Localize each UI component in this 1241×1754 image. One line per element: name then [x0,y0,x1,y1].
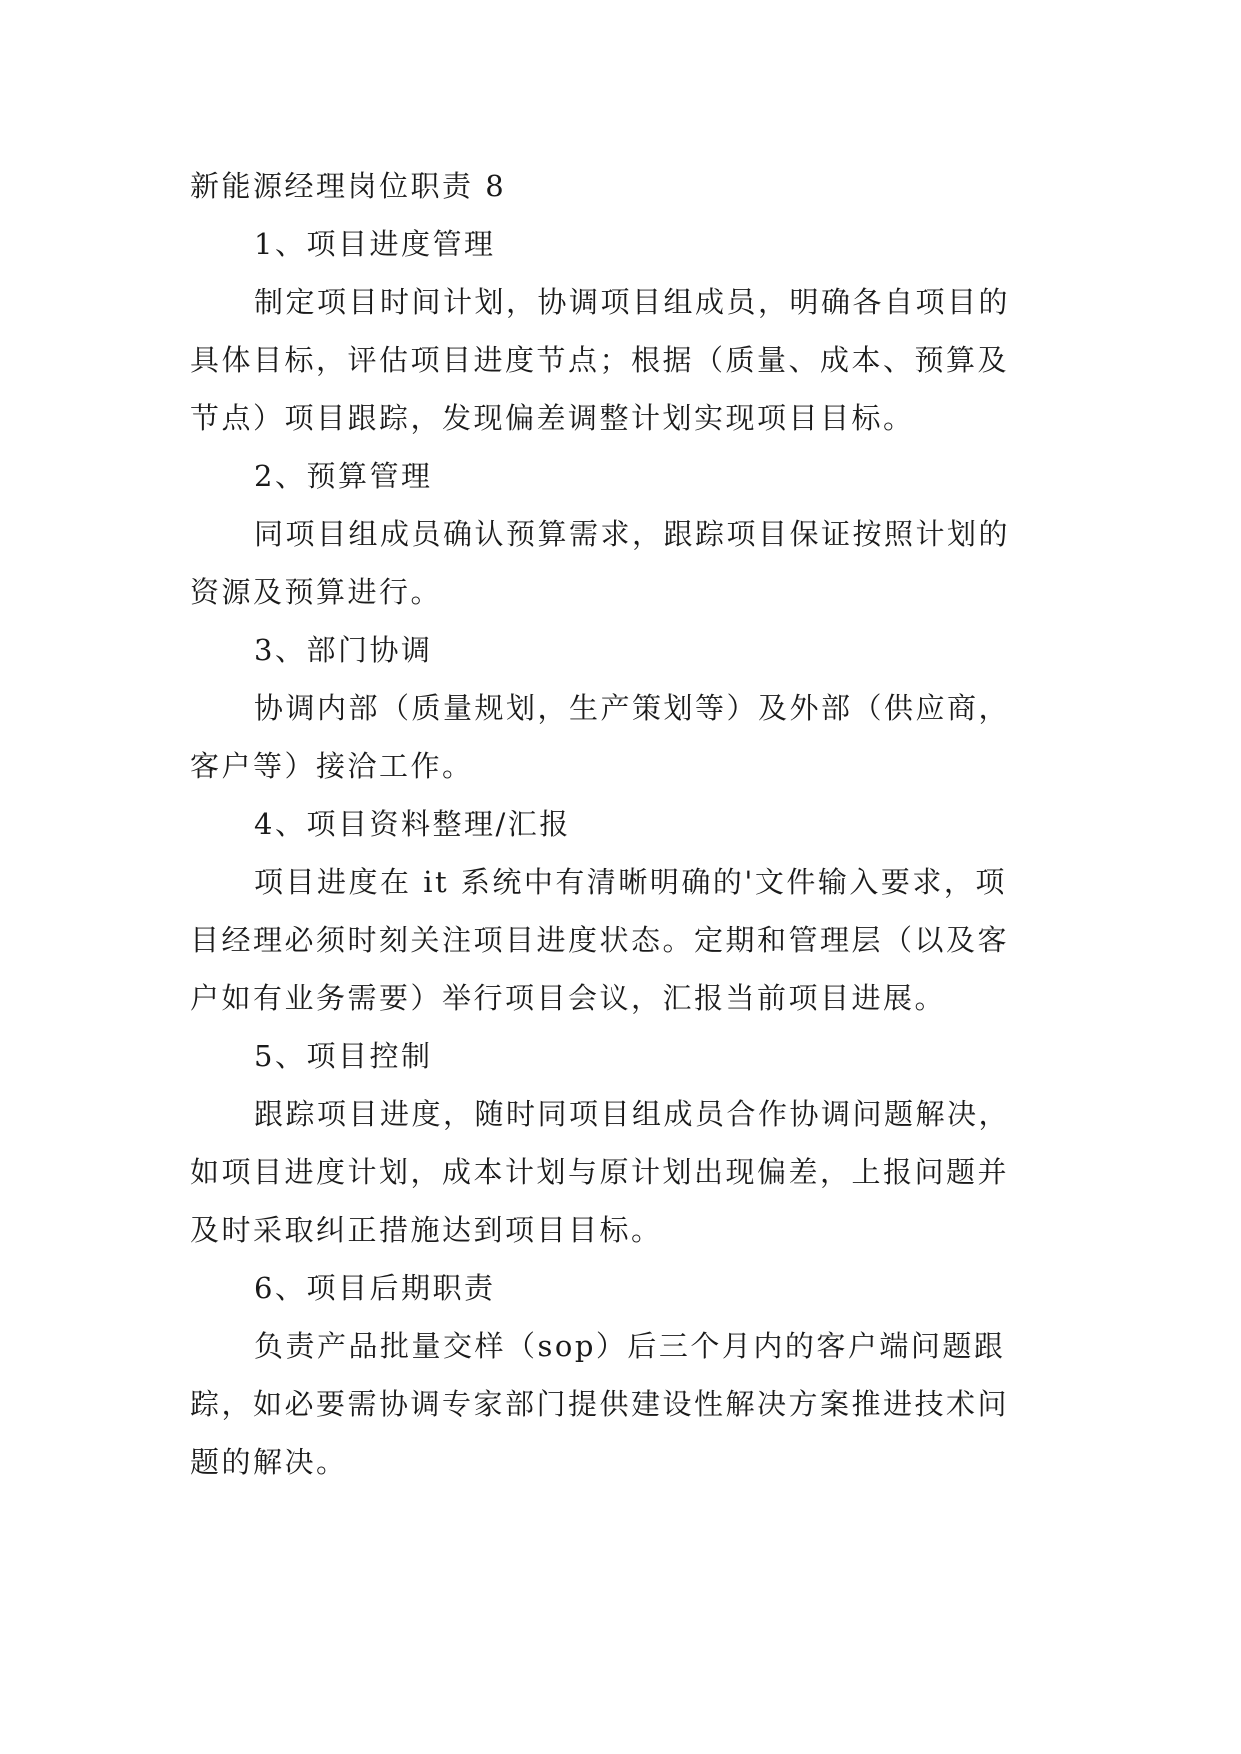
paragraph-line: 户如有业务需要）举行项目会议，汇报当前项目进展。 [190,981,947,1015]
section-heading: 2、预算管理 [254,459,433,493]
paragraph-line: 如项目进度计划，成本计划与原计划出现偏差，上报问题并 [190,1155,1010,1189]
paragraph-line: 及时采取纠正措施达到项目目标。 [190,1213,663,1247]
paragraph-line: 项目进度在 it 系统中有清晰明确的'文件输入要求，项 [254,865,1007,899]
paragraph-line: 节点）项目跟踪，发现偏差调整计划实现项目目标。 [190,401,915,435]
paragraph-line: 客户等）接洽工作。 [190,749,474,783]
section-heading: 1、项目进度管理 [254,227,496,261]
document-title: 新能源经理岗位职责 8 [190,169,507,203]
section-heading: 4、项目资料整理/汇报 [254,807,571,841]
paragraph-line: 负责产品批量交样（sop）后三个月内的客户端问题跟 [254,1329,1006,1363]
paragraph-line: 同项目组成员确认预算需求，跟踪项目保证按照计划的 [254,517,1011,551]
section-heading: 3、部门协调 [254,633,433,667]
paragraph-line: 踪，如必要需协调专家部门提供建设性解决方案推进技术问 [190,1387,1010,1421]
paragraph-line: 跟踪项目进度，随时同项目组成员合作协调问题解决， [254,1097,1011,1131]
paragraph-line: 协调内部（质量规划，生产策划等）及外部（供应商， [254,691,1011,725]
paragraph-line: 目经理必须时刻关注项目进度状态。定期和管理层（以及客 [190,923,1010,957]
section-heading: 6、项目后期职责 [254,1271,496,1305]
paragraph-line: 具体目标，评估项目进度节点；根据（质量、成本、预算及 [190,343,1010,377]
paragraph-line: 题的解决。 [190,1445,348,1479]
paragraph-line: 制定项目时间计划，协调项目组成员，明确各自项目的 [254,285,1011,319]
paragraph-line: 资源及预算进行。 [190,575,443,609]
section-heading: 5、项目控制 [254,1039,433,1073]
